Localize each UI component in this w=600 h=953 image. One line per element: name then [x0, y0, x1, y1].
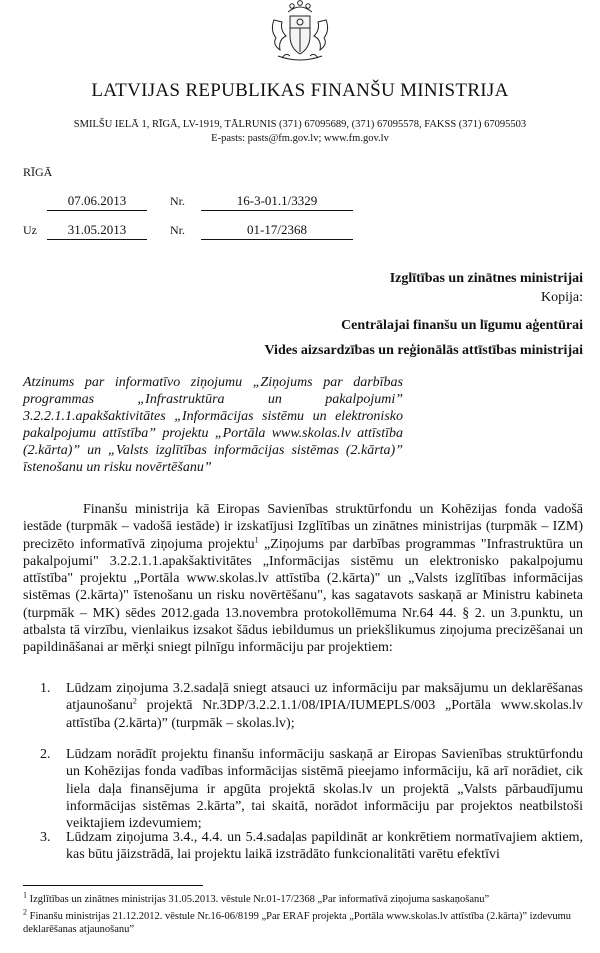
footnote-ref-2: 2 — [132, 696, 137, 706]
footnote-text: Izglītības un zinātnes ministrijas 31.05.2013. vēstule Nr.01-17/2368 „Par informatīvā ziņojuma saskaņošanu” — [27, 894, 490, 905]
footnote-text: Finanšu ministrijas 21.12.2012. vēstule Nr.16-06/8199 „Par ERAF projekta „Portāla www.skolas.lv attīstība (2.kārta)” izdevumu deklarēšanas atjaunošanu” — [23, 911, 572, 935]
address-line: SMILŠU IELĀ 1, RĪGĀ, LV-1919, TĀLRUNIS (371) 67095689, (371) 67095578, FAKSS (371) 67095503 — [73, 119, 527, 130]
paragraph-text-b: „Ziņojums par darbības programmas "Infrastruktūra un pakalpojumi" 3.2.2.1.1.apakšaktivitātes „Informācijas sistēmu un elektronisko pakalpojumu attīstība" projektu „Portāla www.skolas.lv attīstība (2.kārta)" un „Valsts izglītības informācijas sistēmas (2.kārta)" īstenošanu un risku novērtēšanu", kas sagatavots saskaņā ar Ministru kabineta (turpmāk – MK) sēdes 2012.gada 13.novembra protokollēmuma Nr.64 44. § 2. un 3.punktu, un atbalsta tā virzību, vienlaikus izsakot šādus iebildumus un priekšlikumus ziņojuma precizēšanai un papildināšanai ar mērķi sniegt pilnīgu informāciju par projektiem: — [23, 536, 583, 656]
ministry-name: LATVIJAS REPUBLIKAS FINANŠU MINISTRIJA — [91, 80, 509, 101]
reference-row — [23, 222, 363, 240]
footnote-mark: 1 — [23, 890, 27, 900]
list-number: 3. — [40, 830, 51, 845]
date-row — [23, 193, 363, 211]
recipient-copy-2: Vides aizsardzības un reģionālās attīstības ministrijai — [264, 343, 583, 358]
footnote-mark: 2 — [23, 907, 27, 917]
list-text: Lūdzam ziņojuma 3.2.sadaļā sniegt atsauci uz informāciju par maksājumu un deklarēšanas atjaunošanu — [66, 681, 583, 714]
main-paragraph — [23, 501, 583, 657]
list-text: Lūdzam norādīt projektu finanšu informāciju saskaņā ar Eiropas Savienības struktūrfondu un Kohēzijas fonda vadības informācijas sistēmā pieejamo informāciju, kā arī norādiet, cik liela daļa finansējuma ir apgūta projektā skolas.lv un projektā „Valsts pārbaudījumu informācijas sistēmas 2.kārta”, tai skaitā, norādot informāciju par projektos neatbilstoši veiktajiem izdevumiem; — [66, 747, 583, 832]
letter-number: 16-3-01.1/3329 — [201, 193, 353, 211]
list-number: 1. — [40, 681, 51, 696]
coat-of-arms-icon — [264, 0, 336, 64]
contact-block — [0, 118, 600, 146]
footnote — [23, 907, 583, 936]
reference-nr-label: Nr. — [170, 223, 185, 237]
city: RĪGĀ — [23, 165, 53, 179]
list-text: Lūdzam ziņojuma 3.4., 4.4. un 5.4.sadaļas papildināt ar konkrētiem normatīvajiem aktiem, kas būtu jāizstrādā, lai projektu laikā izstrādāto funkcionalitāti varētu efektīvi — [66, 830, 583, 863]
list-text-cont: projektā Nr.3DP/3.2.2.1.1/08/IPIA/IUMEPLS/003 „Portāla www.skolas.lv attīstība (2.kārta)” (turpmāk – skolas.lv); — [66, 698, 583, 731]
footnote-separator — [23, 885, 203, 886]
email-line: E-pasts: pasts@fm.gov.lv; www.fm.gov.lv — [211, 133, 389, 144]
nr-label: Nr. — [170, 194, 185, 208]
footnote — [23, 890, 583, 906]
paragraph-text-a: Finanšu ministrija kā Eiropas Savienības struktūrfondu un Kohēzijas fonda vadošā iestāde (turpmāk – vadošā iestāde) ir izskatījusi Izglītības un zinātnes ministrijas (turpmāk – IZM) precizēto informatīvā ziņojuma projektu — [23, 502, 583, 552]
recipient-main: Izglītības un zinātnes ministrijai — [389, 271, 583, 286]
subject: Atzinums par informatīvo ziņojumu „Ziņojums par darbības programmas „Infrastruktūra un pakalpojumi” 3.2.2.1.1.apakšaktivitātes „Informācijas sistēmu un elektronisko pakalpojumu attīstība” projektu „Portāla www.skolas.lv attīstība (2.kārta)” un „Valsts izglītības informācijas sistēmas (2.kārta)” īstenošanu un risku novērtēšanu” — [23, 375, 403, 475]
reference-date: 31.05.2013 — [47, 222, 147, 240]
reference-number: 01-17/2368 — [201, 222, 353, 240]
uz-label: Uz — [23, 223, 37, 237]
recipient-copy-1: Centrālajai finanšu un līgumu aģentūrai — [341, 318, 583, 333]
copy-label: Kopija: — [541, 290, 583, 305]
letter-date: 07.06.2013 — [47, 193, 147, 211]
footnote-ref-1: 1 — [254, 534, 259, 544]
list-number: 2. — [40, 747, 51, 762]
